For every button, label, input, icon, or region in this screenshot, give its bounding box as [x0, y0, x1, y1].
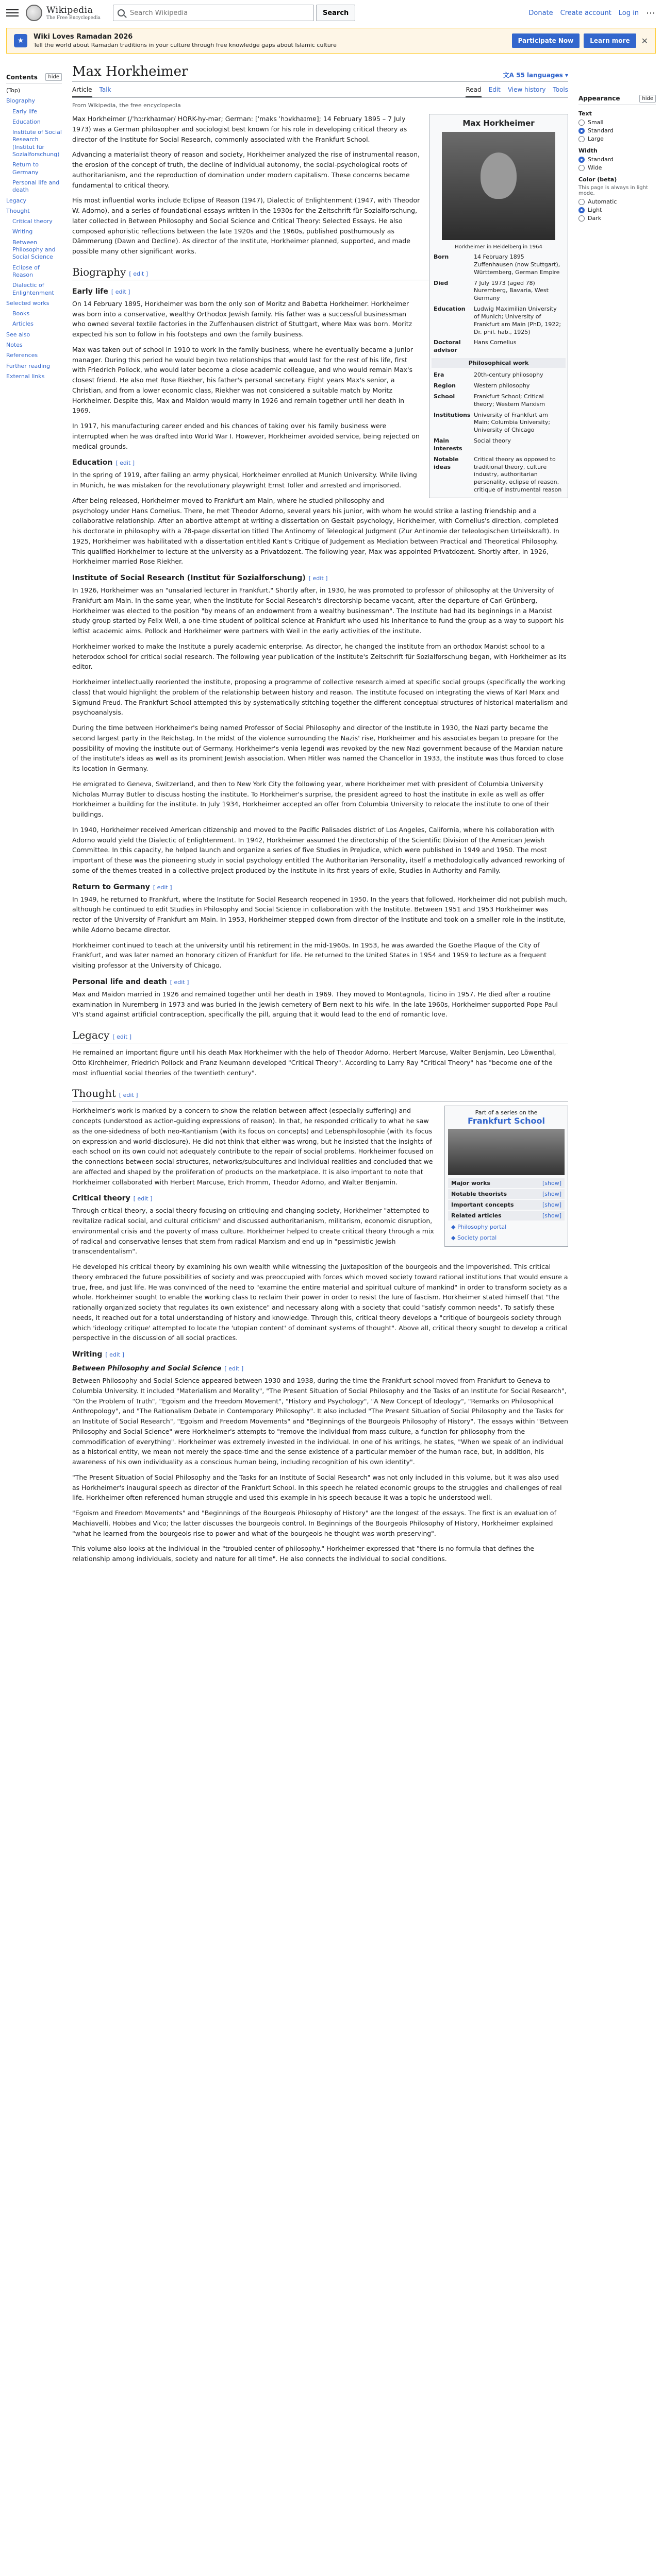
- appearance-hide-button[interactable]: hide: [639, 95, 656, 103]
- section-edit-link[interactable]: [ edit ]: [129, 270, 148, 277]
- learn-more-button[interactable]: Learn more: [584, 33, 636, 48]
- toc-hide-button[interactable]: hide: [45, 73, 62, 81]
- radio-icon[interactable]: [578, 215, 585, 222]
- infobox-value: Critical theory as opposed to traditional theory, culture industry, authoritarian personality, eclipse of reason, critique of instrumental reason: [474, 455, 562, 494]
- infobox-label: Region: [434, 382, 456, 389]
- body-paragraph: On 14 February 1895, Horkheimer was born the only son of Moritz and Babetta Horkheimer. Horkheimer was born into a conservative, wealthy Orthodox Jewish family. His father was a successful businessman who owned several textile factories in the Zuffenhausen district of Stuttgart, where Max was born. Moritz expected his son to follow in his footsteps and own the family business.: [72, 299, 412, 338]
- color-option-label: Automatic: [588, 198, 617, 205]
- toc-item[interactable]: Biography: [6, 97, 36, 105]
- section-heading: [72, 574, 568, 582]
- from-note: From Wikipedia, the free encyclopedia: [72, 102, 181, 109]
- search-icon: [118, 9, 125, 16]
- section-heading-text: Education: [72, 459, 113, 467]
- table-of-contents: [6, 64, 62, 1569]
- section-heading-text: Personal life and death: [72, 977, 167, 986]
- body-paragraph: Horkheimer continued to teach at the university until his retirement in the mid-1960s. In 1953, he was awarded the Goethe Plaque of the City of Frankfurt, and was later named an honorary citizen of Frankfurt for life. He returned to the United States in 1954 and 1959 to lecture as a frequent visiting professor at the University of Chicago.: [72, 941, 547, 969]
- frankfurt-school-series-box: [444, 1106, 568, 1247]
- toc-item[interactable]: Books: [12, 310, 30, 317]
- infobox-label: Education: [434, 306, 466, 313]
- body-paragraph: In 1940, Horkheimer received American citizenship and moved to the Pacific Palisades district of Los Angeles, California, where his collaboration with Adorno would yield the Dialectic of Enlightenment. In 1942, Horkheimer assumed the directorship of the Scientific Division of the American Jewish Committee. In this capacity, he helped launch and organize a series of five Studies in Prejudice, which were published in 1949 and 1950. The most important of these was the pioneering study in social psychology entitled The Authoritarian Personality, itself a methodologically advanced reworking of some of the themes treated in a collective project produced by the institute in its first years of exile, Studies in Authority and Family.: [72, 825, 565, 874]
- toc-heading: Contents: [6, 73, 38, 81]
- section-edit-link[interactable]: [ edit ]: [133, 1195, 153, 1202]
- body-paragraph: "The Present Situation of Social Philosophy and the Tasks for an Institute of Social Research" was not only included in this volume, but it was also used as Horkheimer's inaugural speech as director of the Frankfurt School. In this speech he related economic groups to the struggles and challenges of real life. Horkheimer often referenced human struggle and used this example in his speech because it was a topic he understood well.: [72, 1473, 562, 1502]
- body-paragraph: In the spring of 1919, after failing an army physical, Horkheimer enrolled at Munich University. While living in Munich, he was mistaken for the revolutionary playwright Ernst Toller and arrested and imprisoned.: [72, 471, 417, 489]
- infobox-row: [432, 436, 566, 454]
- infobox-value: Frankfurt School; Critical theory; Western Marxism: [474, 393, 545, 408]
- site-header: [0, 0, 662, 26]
- toc-item[interactable]: See also: [6, 331, 30, 338]
- tab-read[interactable]: Read: [466, 83, 481, 97]
- color-note: This page is always in light mode.: [578, 185, 648, 196]
- body-paragraph: In 1917, his manufacturing career ended and his chances of taking over his family business were interrupted when he was drafted into World War I. However, Horkheimer avoided service, being rejected on medical grounds.: [72, 422, 420, 450]
- body-paragraph: Between Philosophy and Social Science appeared between 1930 and 1938, during the time the Frankfurt school moved from Frankfurt to Geneva to Columbia University. It included "Materialism and Morality", "The Present Situation of Social Philosophy and the Tasks of an Institute for Social Research", "On the Problem of Truth", "Egoism and the Freedom Movement", "History and Psychology", "A New Concept of Ideology", "Remarks on Philosophical Anthropology", and "The Rationalism Debate in Contemporary Philosophy". It also included "The Present Situation of Social Philosophy and the Tasks for an Institute of Social Research", "Egoism and Freedom Movements" and "Beginnings of the Bourgeois Philosophy of History". The essays within "Between Philosophy and Social Science" were Horkheimer's attempts to "remove the individual from mass culture, a function for philosophy from the commodification of everything". Horkheimer was extremely invested in the individual. In one of his writings, he states, "When we speak of an individual as a historical entity, we mean not merely the space-time and the sense existence of a particular member of the human race, but, in addition, his awareness of his own individuality as a conscious human being, including recognition of his own identity".: [72, 1377, 568, 1466]
- main-menu-icon[interactable]: [6, 7, 19, 19]
- infobox-row: [432, 454, 566, 496]
- body-paragraph: After being released, Horkheimer moved to Frankfurt am Main, where he studied philosophy and psychology under Hans Cornelius. There, he met Theodor Adorno, several years his junior, with whom he would strike a lasting friendship and a collaborative relationship. After an abortive attempt at writing a dissertation on Gestalt psychology, Horkheimer, with Cornelius's direction, completed his doctorate in philosophy with a 78-page dissertation titled The Antinomy of Teleological Judgment (Zur Antinomie der teleologischen Urteilskraft). In 1925, Horkheimer was habilitated with a dissertation entitled Kant's Critique of Judgement as Mediation between Practical and Theoretical Philosophy. This qualified Horkheimer to lecture at the university as a Privatdozent. The following year, Max was appointed Privatdozent. Shortly after, in 1926, Horkheimer married Rose Riekher.: [72, 496, 559, 566]
- series-row[interactable]: [448, 1211, 565, 1221]
- infobox-label: School: [434, 393, 455, 400]
- infobox-row: [432, 278, 566, 304]
- color-option[interactable]: [578, 215, 656, 222]
- infobox: [429, 114, 568, 498]
- infobox-label: Institutions: [434, 411, 471, 418]
- toc-item[interactable]: Writing: [12, 228, 33, 235]
- body-paragraph: Horkheimer's work is marked by a concern to show the relation between affect (especially suffering) and concepts (understood as action-guiding expressions of reason). In that, he responded critically to what he saw as the one-sidedness of both neo-Kantianism (with its focus on concepts) and Lebensphilosophie (with its focus on expression and world-disclosure). He did not think that either was wrong, but he insisted that the insights of each school on its own could not adequately contribute to the repair of social problems. Horkheimer focused on the connections between social structures, networks/subcultures and individual realities and concluded that we are affected and shaped by the proliferation of products on the marketplace. It is also important to note that Horkheimer collaborated with Herbert Marcuse, Erich Fromm, Theodor Adorno, and Walter Benjamin.: [72, 1107, 434, 1186]
- color-option-label: Light: [588, 207, 602, 213]
- section-heading-text: Thought: [72, 1087, 116, 1100]
- body-paragraph: In 1949, he returned to Frankfurt, where the Institute for Social Research reopened in 1950. In the years that followed, Horkheimer did not publish much, although he continued to edit Studies in Philosophy and Social Science in collaboration with the Institute. Between 1951 and 1953 Horkheimer was rector of the University of Frankfurt am Main. In 1953, Horkheimer stepped down from director of the Institute and took on a smaller role in the institute, while Adorno became director.: [72, 895, 568, 934]
- toc-item[interactable]: Further reading: [6, 362, 51, 369]
- series-row-label: Major works: [451, 1180, 490, 1187]
- color-option[interactable]: [578, 207, 656, 213]
- intro-paragraph: His most influential works include Eclipse of Reason (1947), Dialectic of Enlightenment (1947, with Theodor W. Adorno), and a series of foundational essays written in the 1930s for the Zeitschrift für Sozialforschung, later collected in Between Philosophy and Social Science and Critical Theory: Selected Essays. He also composed aphoristic reflections between the late 1920s and the 1960s, published posthumously as Dämmerung (Dawn and Decline). As director of the Institute, Horkheimer planned, supported, and made possible many other significant works.: [72, 196, 420, 255]
- appearance-heading: Appearance: [578, 95, 620, 102]
- page-tabs: [72, 83, 568, 98]
- create-account-link[interactable]: Create account: [560, 9, 611, 17]
- section-heading-text: Early life: [72, 287, 108, 296]
- wordmark: Wikipedia: [46, 5, 93, 15]
- radio-icon[interactable]: [578, 207, 585, 213]
- radio-icon[interactable]: [578, 199, 585, 205]
- section-heading: [72, 1365, 568, 1372]
- article-content: [62, 64, 578, 1569]
- infobox-value: Hans Cornelius: [474, 339, 517, 346]
- series-row-label: Notable theorists: [451, 1191, 507, 1198]
- toc-item[interactable]: Personal life and death: [12, 179, 60, 194]
- infobox-row: [432, 392, 566, 410]
- body-paragraph: Horkheimer intellectually reoriented the institute, proposing a programme of collective research aimed at specific social groups (specifically the working class) that would highlight the problem of the relationship between history and reason. The institute focused on integrating the views of Karl Marx and Sigmund Freud. The Frankfurt School attempted this by systematically stitching together the different conceptual structures of historical materialism and psychoanalysis.: [72, 678, 568, 717]
- text-size-option[interactable]: [578, 135, 656, 142]
- section-heading-text: Between Philosophy and Social Science: [72, 1365, 222, 1372]
- section-edit-link[interactable]: [ edit ]: [224, 1365, 244, 1372]
- series-row-label: Important concepts: [451, 1201, 514, 1209]
- banner-title: Wiki Loves Ramadan 2026: [34, 33, 133, 41]
- search-button[interactable]: Search: [316, 5, 355, 21]
- text-size-option-label: Small: [588, 119, 604, 126]
- body-paragraph: He emigrated to Geneva, Switzerland, and then to New York City the following year, where Horkheimer met with president of Columbia University Nicholas Murray Butler to discuss hosting the institute. To Horkheimer's surprise, the president agreed to host the institute in exile as well as offer Horkheimer a building for the institute. In July 1934, Horkheimer accepted an offer from Columbia University to relocate the institute to one of their buildings.: [72, 779, 550, 818]
- search-input[interactable]: [129, 9, 309, 18]
- portal-link[interactable]: [448, 1232, 565, 1243]
- body-paragraph: He remained an important figure until his death Max Horkheimer with the help of Theodor Adorno, Herbert Marcuse, Walter Benjamin, Leo Löwenthal, Otto Kirchheimer, Friedrich Pollock and Franz Neumann developed "Critical Theory". According to Larry Ray "Critical Theory" has "become one of the most influential social theories of the twentieth century".: [72, 1048, 556, 1077]
- infobox-row: [432, 370, 566, 381]
- portal-icon: ◆: [451, 1234, 457, 1242]
- width-label: Width: [578, 147, 598, 154]
- section-heading-text: Legacy: [72, 1029, 110, 1041]
- section-heading: [72, 883, 568, 891]
- intro-paragraph: Max Horkheimer (/ˈhɔːrkhaɪmər/ HORK-hy-mər; German: [ˈmaks ˈhɔʁkhaɪmɐ]; 14 February 1895 – 7 July 1973) was a German philosopher and sociologist best known for his role in developing critical theory as director of the Institute for Social Research, commonly associated with the Frankfurt School.: [72, 115, 407, 143]
- body-paragraph: "Egoism and Freedom Movements" and "Beginnings of the Bourgeois Philosophy of History" are the longest of the essays. The first is an evaluation of Machiavelli, Hobbes and Vico; the latter discusses the bourgeois control. In Beginnings of the Bourgeois Philosophy of History, Horkheimer explained "what he learned from the bourgeois rise to power and what of the bourgeois he thought was worth preserving".: [72, 1509, 556, 1537]
- infobox-row: [432, 252, 566, 278]
- portal-label: Philosophy portal: [457, 1224, 507, 1231]
- toc-item[interactable]: Critical theory: [12, 218, 53, 225]
- infobox-label: Born: [434, 253, 449, 260]
- login-link[interactable]: Log in: [618, 9, 639, 17]
- infobox-value: Social theory: [474, 437, 511, 445]
- page-title: Max Horkheimer: [72, 64, 188, 79]
- infobox-value: 14 February 1895 Zuffenhausen (now Stuttgart), Württemberg, German Empire: [474, 253, 560, 276]
- toc-item[interactable]: Articles: [12, 320, 34, 328]
- portal-link[interactable]: [448, 1222, 565, 1232]
- body-paragraph: During the time between Horkheimer's being named Professor of Social Philosophy and director of the Institute in 1930, the Nazi party became the second largest party in the Reichstag. In the midst of the violence surrounding the Nazis' rise, Horkheimer and his associates began to prepare for the possibility of moving the institute out of Germany. Horkheimer's venia legendi was revoked by the new Nazi government because of the Marxian nature of the institute's ideas as well as its prominent Jewish association. When Hitler was named the Chancellor in 1933, the institute was thus forced to close its location in Germany.: [72, 724, 564, 772]
- toc-item[interactable]: References: [6, 352, 38, 359]
- body-paragraph: In 1926, Horkheimer was an "unsalaried lecturer in Frankfurt." Shortly after, in 1930, he was promoted to professor of philosophy at the University of Frankfurt am Main. In the same year, when the Institute for Social Research's directorship became vacant, after the departure of Carl Grünberg, Horkheimer was elected to the position "by means of an endowment from a wealthy businessman". The Institute had had its beginnings in a Marxist study group started by Felix Weil, a one-time student of political science at Frankfurt who used his inheritance to fund the group as a way to support his leftist academic aims. Pollock and Horkheimer were partners with Weil in the early activities of the institute.: [72, 586, 564, 635]
- radio-icon[interactable]: [578, 128, 585, 134]
- width-option[interactable]: [578, 164, 656, 171]
- portrait-caption: Horkheimer in Heidelberg in 1964: [455, 244, 542, 250]
- close-icon[interactable]: ✕: [641, 36, 648, 46]
- section-heading: [72, 1029, 568, 1043]
- radio-icon[interactable]: [578, 136, 585, 142]
- tab-talk[interactable]: Talk: [99, 86, 111, 93]
- infobox-label: Notable ideas: [434, 455, 459, 470]
- search-box: [113, 5, 314, 21]
- infobox-row: [432, 304, 566, 337]
- series-show-toggle[interactable]: [show]: [542, 1212, 561, 1219]
- section-heading-text: Writing: [72, 1350, 103, 1359]
- section-edit-link[interactable]: [ edit ]: [115, 460, 135, 467]
- section-edit-link[interactable]: [ edit ]: [112, 1033, 132, 1040]
- color-label: Color (beta): [578, 176, 617, 183]
- text-size-option[interactable]: [578, 119, 656, 126]
- portrait-image[interactable]: [442, 132, 555, 240]
- infobox-row: [432, 381, 566, 392]
- appearance-panel: [578, 64, 656, 1569]
- body-paragraph: Through critical theory, a social theory focusing on critiquing and changing society, Horkheimer "attempted to revitalize radical social, and cultural criticism" and discussed authoritarianism, militarism, economic disruption, environmental crisis and the poverty of mass culture. Horkheimer helped to create critical theory through a mix of radical and conservative lenses that stem from radical Marxism and end up in "pessimistic Jewish transcendentalism".: [72, 1207, 434, 1256]
- infobox-value: Ludwig Maximilian University of Munich; University of Frankfurt am Main (PhD, 1922; Dr. phil. hab., 1925): [474, 306, 561, 335]
- section-edit-link[interactable]: [ edit ]: [170, 978, 189, 986]
- section-edit-link[interactable]: [ edit ]: [111, 288, 130, 295]
- text-size-option-label: Standard: [588, 127, 614, 134]
- section-heading-text: Institute of Social Research (Institut für Sozialforschung): [72, 574, 306, 582]
- width-option-label: Standard: [588, 156, 614, 163]
- section-edit-link[interactable]: [ edit ]: [153, 884, 172, 891]
- tab-tools[interactable]: Tools: [553, 86, 568, 93]
- toc-item[interactable]: Thought: [6, 207, 30, 214]
- body-paragraph: Horkheimer worked to make the Institute a purely academic enterprise. As director, he changed the institute from an orthodox Marxist school to a heterodox school for critical social research. The following year publication of the institute's Zeitschrift für Sozialforschung began, with Horkheimer as its editor.: [72, 642, 567, 671]
- toc-item[interactable]: Education: [12, 118, 41, 125]
- section-heading-text: Return to Germany: [72, 883, 150, 891]
- globe-icon: [26, 5, 42, 21]
- series-show-toggle[interactable]: [show]: [542, 1201, 561, 1209]
- tab-article[interactable]: Article: [72, 83, 92, 97]
- portal-label: Society portal: [457, 1234, 497, 1242]
- body-paragraph: Max and Maidon married in 1926 and remained together until her death in 1969. They moved to Montagnola, Ticino in 1957. He died after a routine examination in Nuremberg in 1973 and was buried in the Jewish cemetery of Bern next to his wife. In the late 1960s, Horkheimer supported Pope Paul VI's stand against artificial contraception, specifically the pill, arguing that it would lead to the end of romantic love.: [72, 990, 558, 1019]
- series-row-label: Related articles: [451, 1212, 502, 1219]
- series-top-text: Part of a series on the: [475, 1109, 538, 1116]
- language-count: 55 languages: [516, 72, 563, 79]
- section-heading: [72, 1087, 568, 1101]
- section-edit-link[interactable]: [ edit ]: [119, 1092, 138, 1099]
- width-option-label: Wide: [588, 164, 602, 171]
- section-heading-text: Biography: [72, 265, 126, 278]
- language-button[interactable]: 文A 55 languages ▾: [503, 72, 568, 79]
- tagline: The Free Encyclopedia: [46, 15, 101, 21]
- toc-item[interactable]: Selected works: [6, 299, 49, 307]
- more-options-icon[interactable]: ⋯: [646, 7, 656, 19]
- infobox-label: Died: [434, 279, 449, 286]
- series-image[interactable]: [448, 1129, 565, 1175]
- infobox-value: 7 July 1973 (aged 78) Nuremberg, Bavaria, West Germany: [474, 279, 549, 302]
- infobox-label: Era: [434, 371, 444, 379]
- body-paragraph: This volume also looks at the individual in the "troubled center of philosophy." Horkheimer expressed that "there is no formula that defines the relationship among individuals, society and nature for all time". He also connects the individual to social conditions.: [72, 1545, 534, 1563]
- infobox-title: Max Horkheimer: [462, 118, 535, 128]
- toc-item[interactable]: (Top): [6, 87, 21, 94]
- intro-paragraph: Advancing a materialist theory of reason and society, Horkheimer analyzed the rise of instrumental reason, the erosion of the concept of truth, the decline of individual autonomy, the social-psychological roots of authoritarianism, and the reproduction of domination under modern capitalism. These concerns became fundamental to critical theory.: [72, 150, 420, 189]
- banner-subtitle: Tell the world about Ramadan traditions in your culture through free knowledge gaps about Islamic culture: [34, 42, 337, 48]
- portal-icon: ◆: [451, 1224, 457, 1231]
- body-paragraph: He developed his critical theory by examining his own wealth while witnessing the juxtaposition of the bourgeois and the impoverished. This critical theory embraced the future possibilities of society and was preoccupied with forces which moved society toward rational institutions that would ensure a true, free, and just life. He was convinced of the need to "examine the entire material and spiritual culture of mankind" in order to transform society as a whole. Horkheimer sought to enable the working class to reclaim their power in order to resist the lure of fascism. Horkheimer stated himself that "the rationally organized society that regulates its own existence" and necessary along with a society that could "satisfy common needs". To satisfy these needs, it reached out for a total understanding of history and knowledge. Through this, critical theory develops a "critique of bourgeois society through which 'ideology critique' attempted to locate the 'utopian content' of dominant systems of thought". Above all, critical theory sought to develop a critical perspective in the discussion of all social practices.: [72, 1263, 568, 1342]
- toc-item[interactable]: Eclipse of Reason: [12, 264, 40, 278]
- infobox-value: University of Frankfurt am Main; Columbia University; University of Chicago: [474, 411, 551, 434]
- text-size-label: Text: [578, 110, 592, 117]
- campaign-banner: [6, 28, 656, 54]
- toc-item[interactable]: Legacy: [6, 197, 26, 204]
- toc-item[interactable]: Institute of Social Research (Institut für Sozialforschung): [12, 129, 62, 158]
- series-title[interactable]: Frankfurt School: [468, 1116, 545, 1126]
- section-edit-link[interactable]: [ edit ]: [308, 575, 328, 582]
- section-heading: [72, 978, 568, 986]
- radio-icon[interactable]: [578, 120, 585, 126]
- toc-item[interactable]: Notes: [6, 342, 23, 349]
- toc-item[interactable]: External links: [6, 372, 45, 380]
- text-size-option-label: Large: [588, 135, 604, 142]
- section-edit-link[interactable]: [ edit ]: [105, 1351, 125, 1358]
- tab-edit[interactable]: Edit: [488, 86, 501, 93]
- infobox-value: 20th-century philosophy: [474, 371, 543, 379]
- width-option[interactable]: [578, 156, 656, 163]
- radio-icon[interactable]: [578, 157, 585, 163]
- color-option[interactable]: [578, 198, 656, 205]
- toc-item[interactable]: Between Philosophy and Social Science: [12, 239, 56, 261]
- page-body: [0, 64, 662, 1569]
- toc-item[interactable]: Early life: [12, 108, 38, 115]
- infobox-row: [432, 337, 566, 356]
- section-heading-text: Critical theory: [72, 1194, 130, 1203]
- infobox-subheading: Philosophical work: [432, 358, 566, 368]
- tab-view-history[interactable]: View history: [507, 86, 546, 93]
- participate-button[interactable]: Participate Now: [512, 33, 580, 48]
- series-row[interactable]: [448, 1178, 565, 1188]
- infobox-value: Western philosophy: [474, 382, 530, 389]
- text-size-option[interactable]: [578, 127, 656, 134]
- user-links: [528, 8, 656, 19]
- toc-item[interactable]: Return to Germany: [12, 161, 39, 176]
- color-option-label: Dark: [588, 215, 602, 222]
- radio-icon[interactable]: [578, 165, 585, 171]
- banner-icon: ★: [14, 34, 27, 47]
- section-heading: [72, 1350, 568, 1359]
- toc-item[interactable]: Dialectic of Enlightenment: [12, 282, 54, 296]
- series-show-toggle[interactable]: [show]: [542, 1191, 561, 1198]
- infobox-label: Doctoral advisor: [434, 339, 461, 354]
- wikipedia-logo[interactable]: [26, 5, 101, 21]
- body-paragraph: Max was taken out of school in 1910 to work in the family business, where he eventually became a junior manager. During this period he would begin two relationships that would last for the rest of his life, first with Friedrich Pollock, who would later become a close academic colleague, and who would remain Max's closest friend. He also met Rose Riekher, his father's personal secretary. Eight years Max's senior, a Christian, and from a lower economic class, Riekher was not considered a suitable match by Moritz Horkheimer. Despite this, Max and Maidon would marry in 1926 and remain together until her death in 1969.: [72, 345, 413, 415]
- infobox-row: [432, 410, 566, 436]
- infobox-label: Main interests: [434, 437, 462, 452]
- donate-link[interactable]: Donate: [528, 9, 553, 17]
- series-row[interactable]: [448, 1200, 565, 1210]
- series-show-toggle[interactable]: [show]: [542, 1180, 561, 1187]
- series-row[interactable]: [448, 1189, 565, 1199]
